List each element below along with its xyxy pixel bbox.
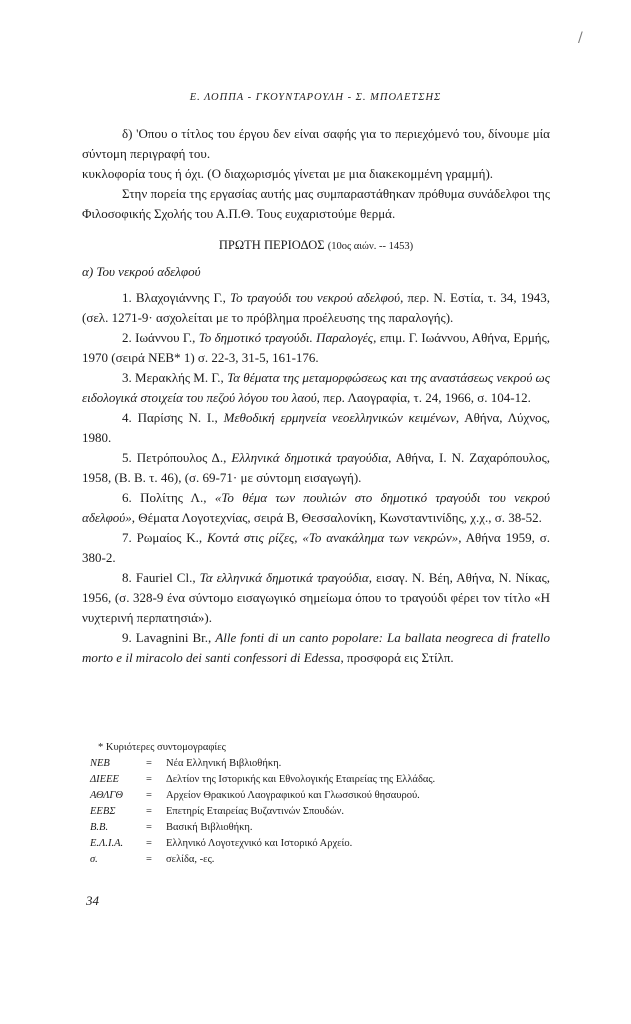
entry-ital: «Το θέμα των πουλιών στο δημοτικό τραγούδι του νεκρού αδελφού» bbox=[82, 490, 551, 525]
equals-sign: = bbox=[146, 838, 152, 849]
abbreviation-value: Αρχείον Θρακικού Λαογραφικού και Γλωσσικού θησαυρού. bbox=[166, 790, 420, 801]
bibliography-entry bbox=[82, 288, 550, 328]
entry-post: , Αθήνα 1959, σ. 380-2. bbox=[82, 530, 550, 565]
abbreviation-value: Ελληνικό Λογοτεχνικό και Ιστορικό Αρχείο. bbox=[166, 838, 353, 849]
entry-ital: Το δημοτικό τραγούδι. Παραλογές bbox=[198, 330, 374, 345]
bibliography-entry bbox=[82, 568, 550, 628]
running-head: Ε. ΛΟΠΠΑ - ΓΚΟΥΝΤΑΡΟΥΛΗ - Σ. ΜΠΟΛΕΤΣΗΣ bbox=[189, 92, 442, 103]
section-range: (10ος αιών. -- 1453) bbox=[327, 241, 414, 252]
entry-pre: Πετρόπουλος Δ., bbox=[136, 450, 232, 465]
entry-num: 3. bbox=[122, 370, 136, 385]
entry-post: , επιμ. Γ. Ιωάννου, Αθήνα, Ερμής, 1970 (σειρά ΝΕΒ* 1) σ. 22-3, 31-5, 161-176. bbox=[82, 330, 550, 365]
abbreviation-key: ΑΘΛΓΘ bbox=[90, 790, 123, 801]
abbreviation-list bbox=[90, 756, 560, 868]
bibliography-entry bbox=[82, 488, 550, 528]
abbreviation-value: Βασική Βιβλιοθήκη. bbox=[166, 822, 253, 833]
entry-post: , προσφορά εις Στίλπ. bbox=[340, 650, 454, 665]
entry-ital: Τα ελληνικά δημοτικά τραγούδια bbox=[199, 570, 369, 585]
entry-post: , Αθήνα, Λύχνος, 1980. bbox=[82, 410, 551, 445]
abbreviation-key: Ε.Λ.Ι.Α. bbox=[90, 838, 124, 849]
entry-num: 2. bbox=[122, 330, 136, 345]
entry-pre: Lavagnini Br., bbox=[135, 630, 216, 645]
abbreviation-key: ΕΕΒΣ bbox=[90, 806, 116, 817]
entry-num: 8. bbox=[122, 570, 136, 585]
abbreviation-row bbox=[90, 756, 560, 772]
bibliography-entry bbox=[82, 628, 550, 668]
entry-num: 5. bbox=[122, 450, 137, 465]
abbreviation-key: σ. bbox=[90, 854, 98, 865]
entry-ital: Μεθοδική ερμηνεία νεοελληνικών κειμένων bbox=[223, 410, 456, 425]
bibliography-entry bbox=[82, 408, 550, 448]
abbreviation-value: Δελτίον της Ιστορικής και Εθνολογικής Εταιρείας της Ελλάδας. bbox=[166, 774, 436, 785]
intro-item-d: δ) 'Οπου ο τίτλος του έργου δεν είναι σαφής για το περιεχόμενό του, δίνουμε μία σύντομη περιγραφή του. bbox=[82, 126, 550, 161]
entry-pre: Παρίσης Ν. Ι., bbox=[137, 410, 224, 425]
bibliography-entry bbox=[82, 528, 550, 568]
entry-ital: Κοντά στις ρίζες, «Το ανακάλημα των νεκρών» bbox=[206, 530, 459, 545]
entry-num: 1. bbox=[122, 290, 136, 305]
entry-pre: Πολίτης Λ., bbox=[140, 490, 215, 505]
entry-ital: Ελληνικά δημοτικά τραγούδια bbox=[231, 450, 389, 465]
entry-num: 4. bbox=[122, 410, 138, 425]
bibliography-entry bbox=[82, 328, 550, 368]
acknowledgements: Στην πορεία της εργασίας αυτής μας συμπαραστάθηκαν πρόθυμα συνάδελφοι της Φιλοσοφικής Σχολής του Α.Π.Θ. Τους ευχαριστούμε θερμά. bbox=[82, 186, 550, 221]
entry-post: , περ. Λαογραφία, τ. 24, 1966, σ. 104-12. bbox=[316, 390, 531, 405]
bibliography-entry bbox=[82, 448, 550, 488]
equals-sign: = bbox=[146, 774, 152, 785]
entry-pre: Μερακλής Μ. Γ., bbox=[135, 370, 228, 385]
abbreviation-value: Νέα Ελληνική Βιβλιοθήκη. bbox=[166, 758, 282, 769]
section-title bbox=[82, 235, 550, 257]
abbreviation-value: σελίδα, -ες. bbox=[166, 854, 215, 865]
body-text bbox=[82, 124, 550, 668]
abbreviation-row bbox=[90, 820, 560, 836]
equals-sign: = bbox=[146, 822, 152, 833]
entry-post: , περ. Ν. Εστία, τ. 34, 1943, (σελ. 1271-9· ασχολείται με το πρόβλημα προέλευσης της παραλογής). bbox=[82, 290, 551, 325]
intro-line: κυκλοφορία τους ή όχι. (Ο διαχωρισμός γίνεται με μια διακεκομμένη γραμμή). bbox=[82, 166, 494, 181]
page-number: 34 bbox=[86, 893, 99, 908]
entry-post: , Αθήνα, Ι. Ν. Ζαχαρόπουλος, 1958, (Β. Β. τ. 46), (σ. 69-71· με σύντομη εισαγωγή). bbox=[82, 450, 551, 485]
bibliography-entry bbox=[82, 368, 550, 408]
bibliography-list bbox=[82, 288, 550, 668]
equals-sign: = bbox=[146, 854, 152, 865]
entry-num: 7. bbox=[122, 530, 137, 545]
abbreviation-value: Επετηρίς Εταιρείας Βυζαντινών Σπουδών. bbox=[166, 806, 344, 817]
scan-mark: / bbox=[578, 30, 583, 46]
entry-post: , εισαγ. Ν. Βέη, Αθήνα, Ν. Νίκας, 1956, (σ. 328-9 ένα σύντομο εισαγωγικό σημείωμα όπου το τραγούδι φέρει τον τίτλο «Η νυχτερινή περπατησιά»). bbox=[82, 570, 551, 625]
footnote bbox=[90, 740, 560, 868]
entry-pre: Βλαχογιάννης Γ., bbox=[135, 290, 231, 305]
entry-pre: Fauriel Cl., bbox=[135, 570, 200, 585]
entry-num: 9. bbox=[122, 630, 136, 645]
entry-pre: Ρωμαίος Κ., bbox=[136, 530, 207, 545]
abbreviation-key: ΔΙΕΕΕ bbox=[90, 774, 119, 785]
abbreviation-row bbox=[90, 788, 560, 804]
section-title-text: ΠΡΩΤΗ ΠΕΡΙΟΔΟΣ bbox=[218, 238, 325, 252]
abbreviation-key: ΝΕΒ bbox=[90, 758, 110, 769]
abbreviation-row bbox=[90, 772, 560, 788]
footnote-title: * Κυριότερες συντομογραφίες bbox=[98, 742, 226, 753]
abbreviation-row bbox=[90, 836, 560, 852]
equals-sign: = bbox=[146, 790, 152, 801]
entry-ital: Το τραγούδι του νεκρού αδελφού bbox=[230, 290, 401, 305]
entry-post: , Θέματα Λογοτεχνίας, σειρά Β, Θεσσαλονίκη, Κωνσταντινίδης, χ.χ., σ. 38-52. bbox=[131, 510, 542, 525]
abbreviation-key: Β.Β. bbox=[90, 822, 109, 833]
abbreviation-row bbox=[90, 852, 560, 868]
entry-ital: Alle fonti di un canto popolare: La ballata neogreca di fratello morto e il miracolo dei santi confessori di Edessa bbox=[82, 630, 550, 665]
entry-pre: Ιωάννου Γ., bbox=[135, 330, 199, 345]
equals-sign: = bbox=[146, 806, 152, 817]
abbreviation-row bbox=[90, 804, 560, 820]
entry-num: 6. bbox=[122, 490, 141, 505]
entry-ital: Τα θέματα της μεταμορφώσεως και της αναστάσεως νεκρού ως ειδολογικά στοιχεία του πεζού λόγου του λαού bbox=[82, 370, 550, 405]
subsection-title: α) Του νεκρού αδελφού bbox=[82, 264, 201, 279]
equals-sign: = bbox=[146, 758, 152, 769]
